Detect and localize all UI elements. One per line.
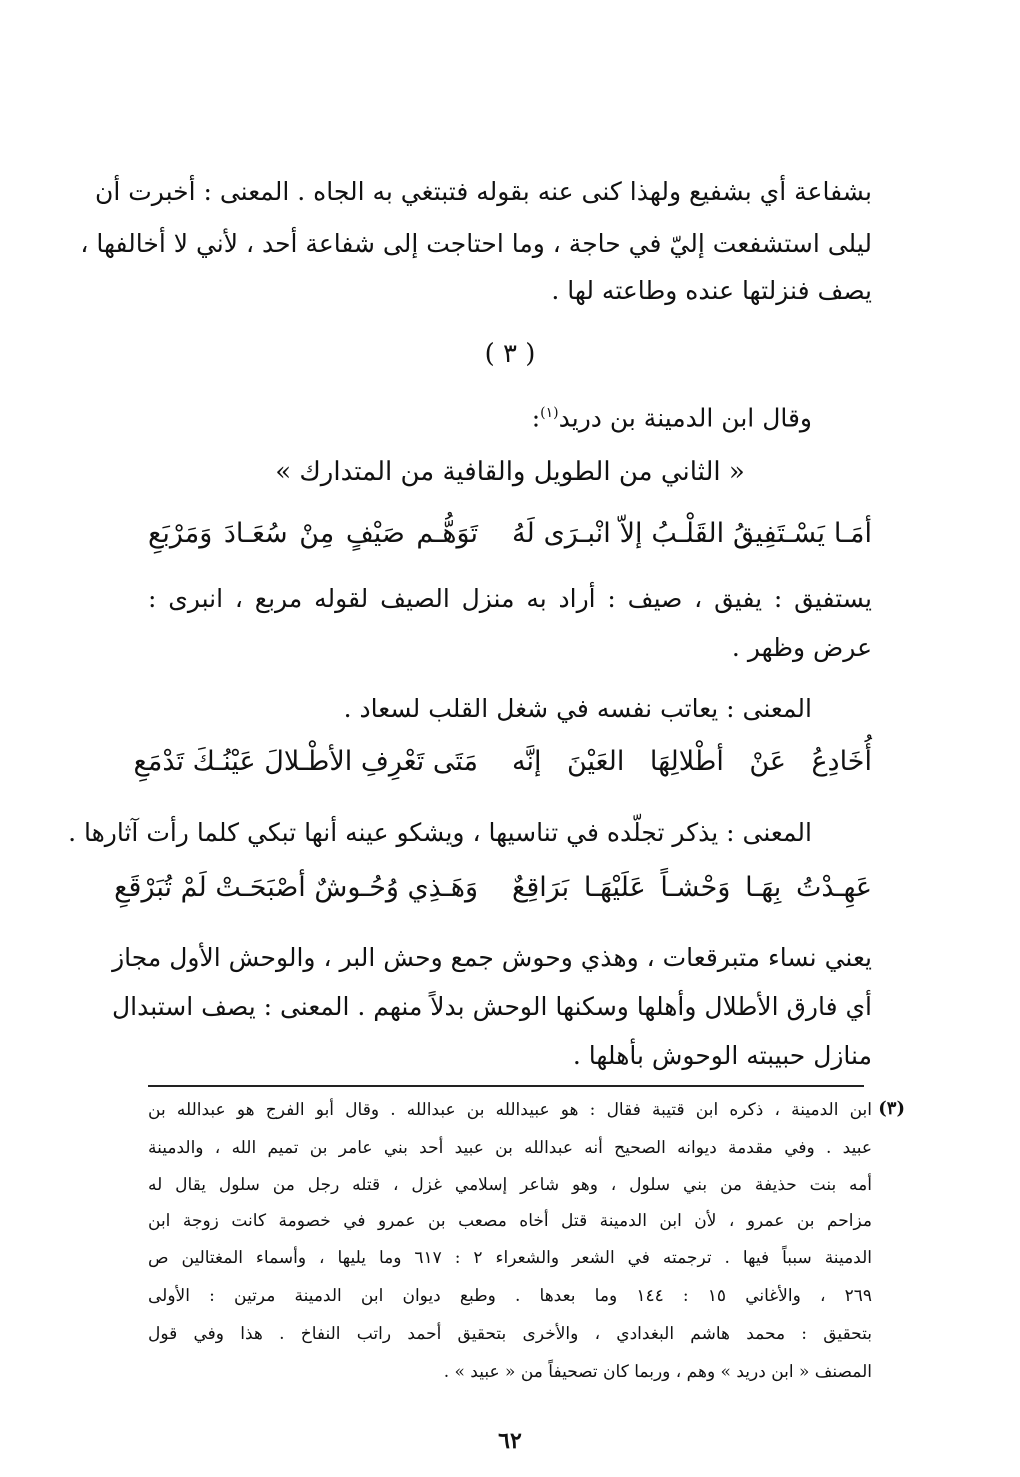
verse-second-hemistich: تَوَهُّـم صَيْفٍ مِنْ سُعَـادَ وَمَرْبَعِ: [148, 518, 478, 549]
verse-second-hemistich: مَتَى تَعْرِفِ الأطْـلالَ عَيْنُـكَ تَدْمَعِ: [133, 746, 478, 777]
paragraph-line: ليلى استشفعت إليّ في حاجة ، وما احتاجت إلى شفاعة أحد ، لأني لا أخالفها ،: [80, 229, 872, 258]
verse-line: [148, 518, 872, 562]
footnote-reference: (١): [540, 405, 559, 421]
commentary-line: منازل حبيبته الوحوش بأهلها .: [572, 1041, 872, 1070]
footnote-line: ابن الدمينة ، ذكره ابن قتيبة فقال : هو عبيدالله بن عبدالله . وقال أبو الفرج هو عبدالله بن: [148, 1100, 872, 1120]
commentary-line: عرض وظهر .: [731, 633, 872, 662]
footnote-line: المصنف « ابن دريد » وهم ، وربما كان تصحيفاً من « عبيد » .: [443, 1362, 872, 1382]
paragraph-line: يصف فنزلتها عنده وطاعته لها .: [551, 276, 872, 305]
footnote-line: عبيد . وفي مقدمة ديوانه الصحيح أنه عبدالله بن عبيد أحد بني عامر بن تميم الله ، والدمينة: [148, 1138, 872, 1158]
verse-line: [133, 746, 872, 790]
commentary-line: يعني نساء متبرقعات ، وهذي وحوش جمع وحش البر ، والوحش الأول مجاز: [112, 943, 872, 972]
footnote-line: مزاحم بن عمرو ، لأن ابن الدمينة قتل أخاه مصعب بن عمرو في خصومة كانت زوجة ابن: [148, 1211, 872, 1231]
page-number: ٦٢: [498, 1428, 522, 1454]
footnote-line: الدمينة سبباً فيها . ترجمته في الشعر والشعراء ٢ : ٦١٧ وما يليها ، وأسماء المغتالين ص: [148, 1248, 872, 1268]
verse-first-hemistich: عَهِـدْتُ بِهَـا وَحْشـاً عَلَيْهَـا بَرَاقِعٌ: [512, 872, 872, 903]
footnote-number: (٣): [878, 1098, 905, 1119]
verse-meaning: المعنى : يعاتب نفسه في شغل القلب لسعاد .: [343, 694, 812, 723]
footnote-line: أمه بنت حذيفة من بني سلول ، وهو شاعر إسلامي غزل ، قتله رجل من سلول يقال له: [148, 1175, 872, 1195]
footnote-separator: [148, 1085, 864, 1087]
commentary-line: يستفيق : يفيق ، صيف : أراد به منزل الصيف لقوله مربع ، انبرى :: [148, 584, 872, 613]
verse-meaning: المعنى : يذكر تجلّده في تناسيها ، ويشكو عينه أنها تبكي كلما رأت آثارها .: [68, 818, 812, 847]
paragraph-line: بشفاعة أي بشفيع ولهذا كنى عنه بقوله فتبتغي به الجاه . المعنى : أخبرت أن: [94, 177, 872, 206]
verse-line: [114, 872, 872, 916]
intro-text: وقال ابن الدمينة بن دريد: [558, 403, 812, 433]
intro-colon: :: [531, 403, 541, 433]
meter-note: « الثاني من الطويل والقافية من المتدارك »: [275, 457, 745, 487]
verse-first-hemistich: أمَـا يَسْـتَفِيقُ القَلْـبُ إلاّ انْبـرَى لَهُ: [512, 518, 872, 549]
section-number: ( ٣ ): [484, 339, 536, 369]
verse-second-hemistich: وَهَـذِي وُحُـوشٌ أصْبَحَـتْ لَمْ تُبَرْقَعِ: [114, 872, 478, 903]
footnote-line: ٢٦٩ ، والأغاني ١٥ : ١٤٤ وما بعدها . وطبع ديوان ابن الدمينة مرتين : الأولى: [148, 1286, 873, 1306]
commentary-line: أي فارق الأطلال وأهلها وسكنها الوحش بدلاً منهم . المعنى : يصف استبدال: [111, 992, 872, 1021]
verse-first-hemistich: أُخَادِعُ عَنْ أطْلالِهَا العَيْنَ إنَّه: [512, 746, 872, 777]
footnote-line: بتحقيق : محمد هاشم البغدادي ، والأخرى بتحقيق أحمد راتب النفاخ . هذا وفي قول: [148, 1324, 872, 1344]
poem-intro: [532, 393, 812, 438]
